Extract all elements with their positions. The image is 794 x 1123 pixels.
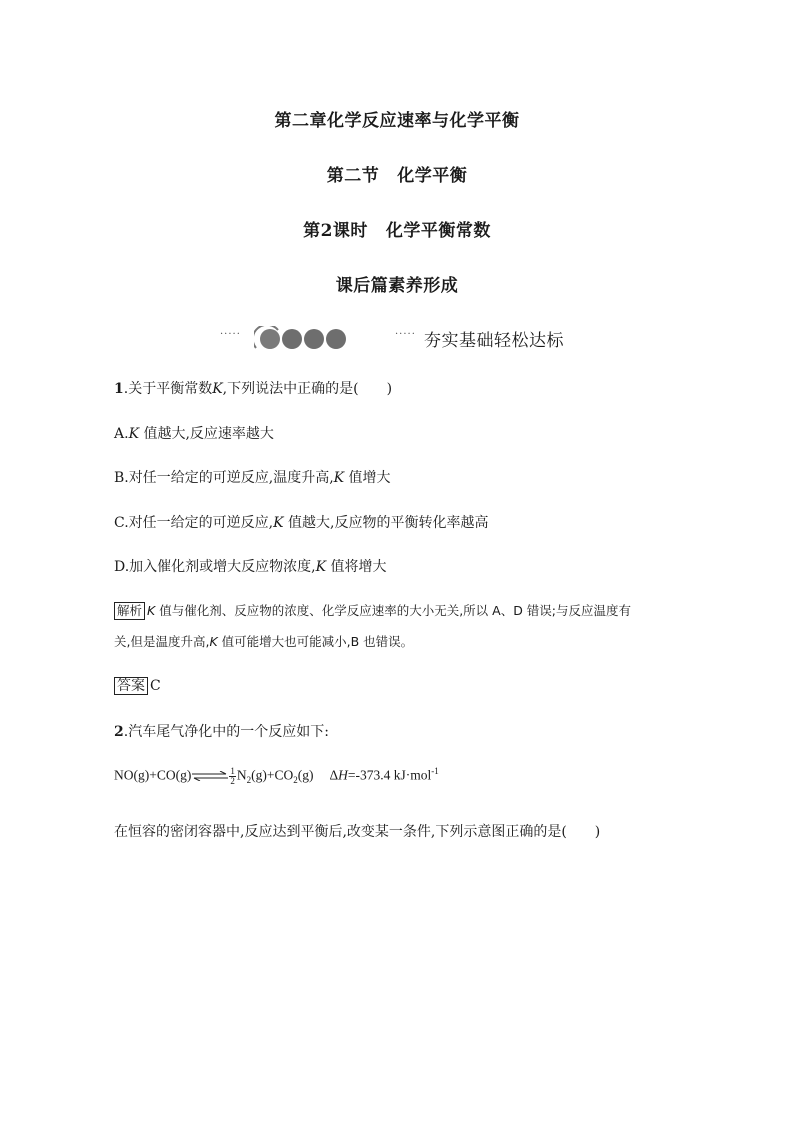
option-text: 值增大	[344, 470, 391, 486]
q1-stem-text-a: .关于平衡常数	[123, 381, 213, 397]
lesson-name: 化学平衡常数	[385, 221, 491, 241]
equation-reactants: NO(g)+CO(g)	[114, 767, 192, 783]
explanation-k: K	[147, 603, 156, 618]
equation-middle: (g)+CO	[251, 767, 294, 783]
lesson-title	[0, 216, 794, 241]
q1-stem	[114, 378, 392, 398]
q1-answer	[114, 677, 161, 695]
equation-n2: N	[236, 767, 247, 783]
option-k: K	[128, 426, 140, 442]
option-k: K	[333, 470, 345, 486]
q2-equation	[114, 766, 439, 786]
explanation-k: K	[209, 634, 218, 649]
explanation-label: 解析	[114, 602, 145, 620]
option-text: 值越大,反应速率越大	[139, 426, 274, 442]
q2-stem	[114, 721, 329, 741]
option-prefix: C.对任一给定的可逆反应,	[114, 515, 274, 531]
answer-value: C	[150, 678, 161, 694]
option-k: K	[315, 559, 327, 575]
lesson-number: 第2课时	[303, 221, 368, 241]
q1-explanation-line1	[114, 601, 631, 620]
q1-option-a[interactable]	[114, 423, 274, 443]
explanation-text: 关,但是温度升高,	[114, 634, 210, 649]
explanation-text: 值可能增大也可能减小,B 也错误。	[217, 634, 414, 649]
explanation-text: 值与催化剂、反应物的浓度、化学反应速率的大小无关,所以 A、D 错误;与反应温度有	[155, 603, 632, 618]
q2-number: 2	[114, 724, 124, 740]
q1-k-symbol: K	[212, 381, 223, 397]
practice-title: 课后篇素养形成	[335, 276, 459, 296]
option-text: 值将增大	[326, 559, 387, 575]
n2-subscript: 2	[246, 775, 252, 786]
section-banner	[220, 322, 580, 352]
banner-circles-icon	[254, 326, 354, 350]
q1-explanation-line2	[114, 632, 413, 650]
equation-fraction	[229, 767, 236, 786]
fraction-denominator: 2	[230, 775, 235, 786]
option-text: 值越大,反应物的平衡转化率越高	[283, 515, 489, 531]
q2-stem-text: .汽车尾气净化中的一个反应如下:	[123, 724, 329, 740]
banner-dots-right: ·····	[395, 329, 416, 340]
option-k: K	[273, 515, 284, 531]
section-name: 化学平衡	[397, 166, 468, 186]
q1-number: 1	[114, 381, 124, 397]
q2-condition: 在恒容的密闭容器中,反应达到平衡后,改变某一条件,下列示意图正确的是( )	[114, 824, 601, 840]
q1-stem-text-b: ,下列说法中正确的是( )	[222, 381, 393, 397]
section-number: 第二节	[326, 166, 380, 186]
equilibrium-arrow-icon	[192, 771, 228, 781]
section-title	[0, 161, 794, 186]
unit-superscript: -1	[431, 766, 439, 776]
option-prefix: D.加入催化剂或增大反应物浓度,	[114, 559, 316, 575]
q1-option-b[interactable]	[114, 467, 391, 487]
banner-dots-left: ·····	[220, 329, 241, 340]
option-prefix: A.	[114, 426, 129, 442]
delta-symbol: Δ	[329, 767, 339, 783]
equation-end: (g)	[297, 767, 314, 783]
q1-option-c[interactable]	[114, 512, 489, 532]
chapter-title: 第二章化学反应速率与化学平衡	[274, 111, 520, 131]
co2-subscript: 2	[293, 775, 298, 786]
q1-option-d[interactable]	[114, 556, 387, 576]
option-prefix: B.对任一给定的可逆反应,温度升高,	[114, 470, 334, 486]
fraction-numerator: 1	[230, 765, 235, 776]
answer-label: 答案	[114, 677, 148, 695]
enthalpy-symbol: H	[338, 767, 348, 783]
banner-text: 夯实基础轻松达标	[424, 331, 564, 351]
enthalpy-value: =-373.4 kJ·mol	[347, 767, 432, 783]
